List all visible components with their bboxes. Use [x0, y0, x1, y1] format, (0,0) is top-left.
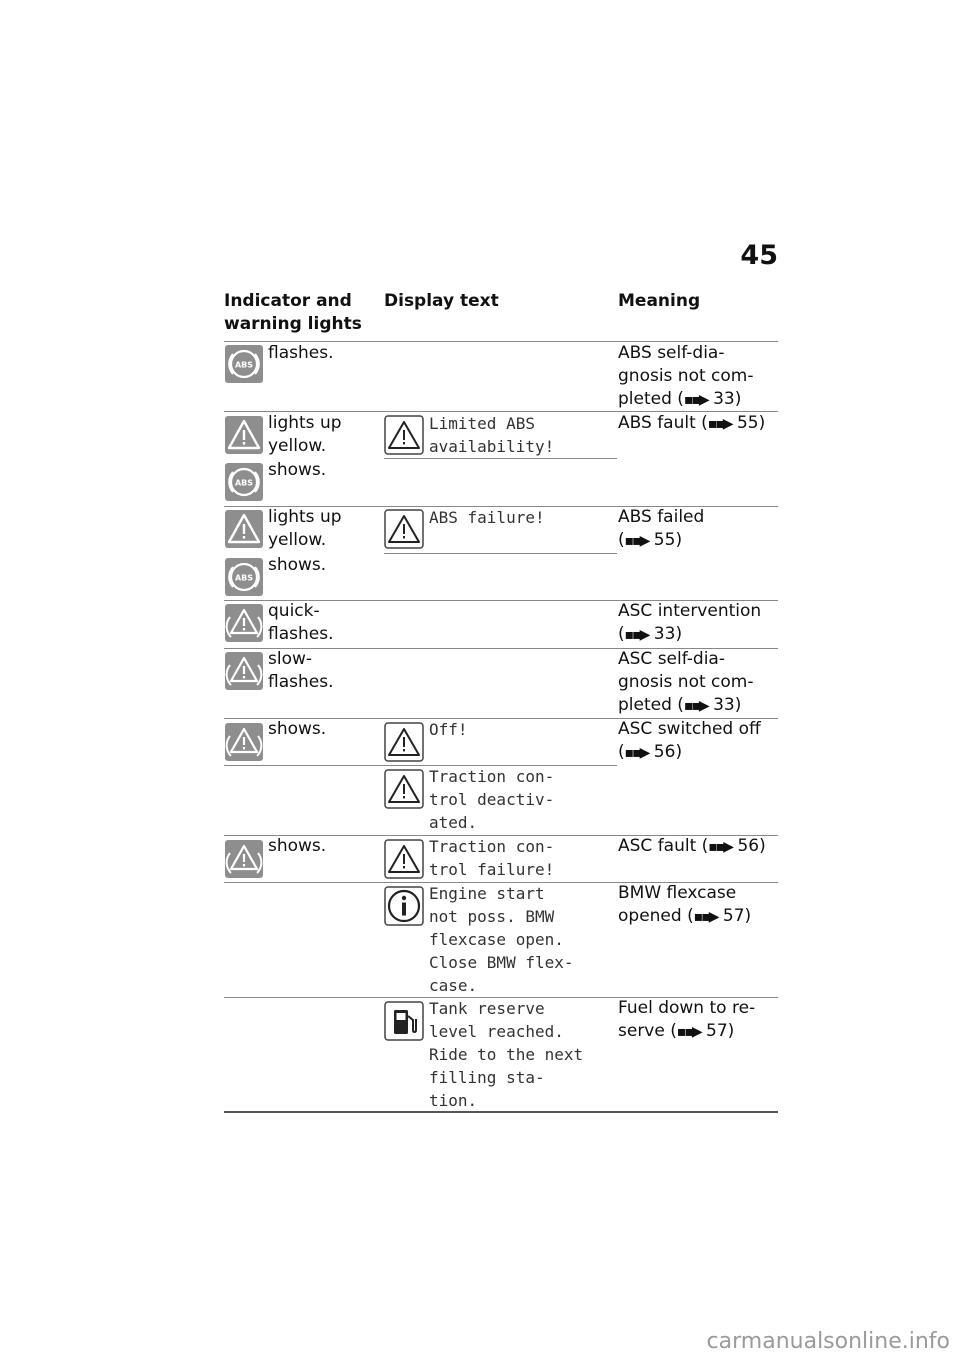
- indicator-text: flashes.: [268, 343, 334, 363]
- reference-arrow-icon: ▪▪▶: [693, 909, 718, 925]
- row-divider: [384, 458, 617, 459]
- abs-warning-icon: [224, 344, 264, 384]
- display-warning-icon: [384, 722, 424, 762]
- reference-arrow-icon: ▪▪▶: [624, 533, 649, 549]
- display-text: Traction con- trol failure!: [429, 837, 555, 879]
- meaning-text: ABS self-dia- gnosis not com- pleted (▪▪▶ 33): [618, 342, 778, 412]
- reference-arrow-icon: ▪▪▶: [707, 416, 732, 432]
- asc-traction-control-icon: [224, 651, 264, 691]
- indicator-text: shows.: [268, 836, 327, 856]
- info-icon: [384, 886, 424, 926]
- general-warning-triangle-icon: [224, 415, 264, 455]
- asc-traction-control-icon: [224, 722, 264, 762]
- meaning-text: Fuel down to re- serve (▪▪▶ 57): [618, 997, 778, 1044]
- display-text: ABS failure!: [429, 508, 545, 527]
- header-display-text: Display text: [384, 291, 499, 311]
- display-warning-icon: [384, 839, 424, 879]
- reference-arrow-icon: ▪▪▶: [676, 1024, 701, 1040]
- display-text: Engine start not poss. BMW flexcase open. Close BMW flex- case.: [429, 884, 574, 995]
- asc-traction-control-icon: [224, 603, 264, 643]
- reference-arrow-icon: ▪▪▶: [683, 698, 708, 714]
- display-text: Off!: [429, 720, 468, 739]
- svg-text:ABS: ABS: [234, 360, 254, 370]
- reference-arrow-icon: ▪▪▶: [708, 839, 733, 855]
- abs-warning-icon: [224, 462, 264, 502]
- meaning-text: ABS failed (▪▪▶ 55): [618, 506, 778, 553]
- general-warning-triangle-icon: [224, 509, 264, 549]
- page-reference[interactable]: (▪▪▶ 55): [618, 530, 682, 550]
- asc-traction-control-icon: [224, 839, 264, 879]
- reference-arrow-icon: ▪▪▶: [624, 627, 649, 643]
- page-reference[interactable]: (▪▪▶ 33): [677, 389, 741, 409]
- meaning-text: ABS fault (▪▪▶ 55): [618, 412, 778, 436]
- display-text: Limited ABS availability!: [429, 414, 555, 456]
- indicator-text: lights up yellow.: [268, 413, 342, 456]
- meaning-text: BMW flexcase opened (▪▪▶ 57): [618, 882, 778, 929]
- display-warning-icon: [384, 769, 424, 809]
- svg-text:ABS: ABS: [234, 478, 254, 488]
- reference-arrow-icon: ▪▪▶: [624, 745, 649, 761]
- page-reference[interactable]: (▪▪▶ 57): [670, 1021, 734, 1041]
- indicator-text: shows.: [268, 555, 327, 575]
- svg-text:ABS: ABS: [234, 573, 254, 583]
- display-text: Tank reserve level reached. Ride to the next filling sta- tion.: [429, 999, 584, 1110]
- meaning-text: ASC switched off (▪▪▶ 56): [618, 718, 778, 765]
- header-meaning: Meaning: [618, 291, 701, 311]
- meaning-text: ASC self-dia- gnosis not com- pleted (▪▪▶ 33): [618, 648, 778, 718]
- abs-warning-icon: [224, 557, 264, 597]
- watermark: carmanualsonline.info: [706, 1329, 950, 1354]
- reference-arrow-icon: ▪▪▶: [683, 392, 708, 408]
- display-warning-icon: [384, 415, 424, 455]
- display-warning-icon: [384, 509, 424, 549]
- page-number: 45: [740, 240, 778, 271]
- indicator-text: slow- flashes.: [268, 649, 334, 692]
- page-reference[interactable]: (▪▪▶ 55): [701, 413, 765, 433]
- row-divider: [384, 553, 617, 554]
- header-indicator: Indicator and warning lights: [224, 291, 362, 334]
- indicator-text: shows.: [268, 460, 327, 480]
- indicator-text: lights up yellow.: [268, 507, 342, 550]
- indicator-text: quick- flashes.: [268, 601, 334, 644]
- fuel-reserve-icon: [384, 1001, 424, 1041]
- meaning-text: ASC intervention (▪▪▶ 33): [618, 600, 778, 647]
- indicator-text: shows.: [268, 719, 327, 739]
- page-reference[interactable]: (▪▪▶ 33): [618, 624, 682, 644]
- page-reference[interactable]: (▪▪▶ 33): [677, 695, 741, 715]
- page-reference[interactable]: (▪▪▶ 57): [687, 906, 751, 926]
- page-reference[interactable]: (▪▪▶ 56): [618, 742, 682, 762]
- meaning-text: ASC fault (▪▪▶ 56): [618, 835, 778, 859]
- page-reference[interactable]: (▪▪▶ 56): [702, 836, 766, 856]
- display-text: Traction con- trol deactiv- ated.: [429, 767, 555, 832]
